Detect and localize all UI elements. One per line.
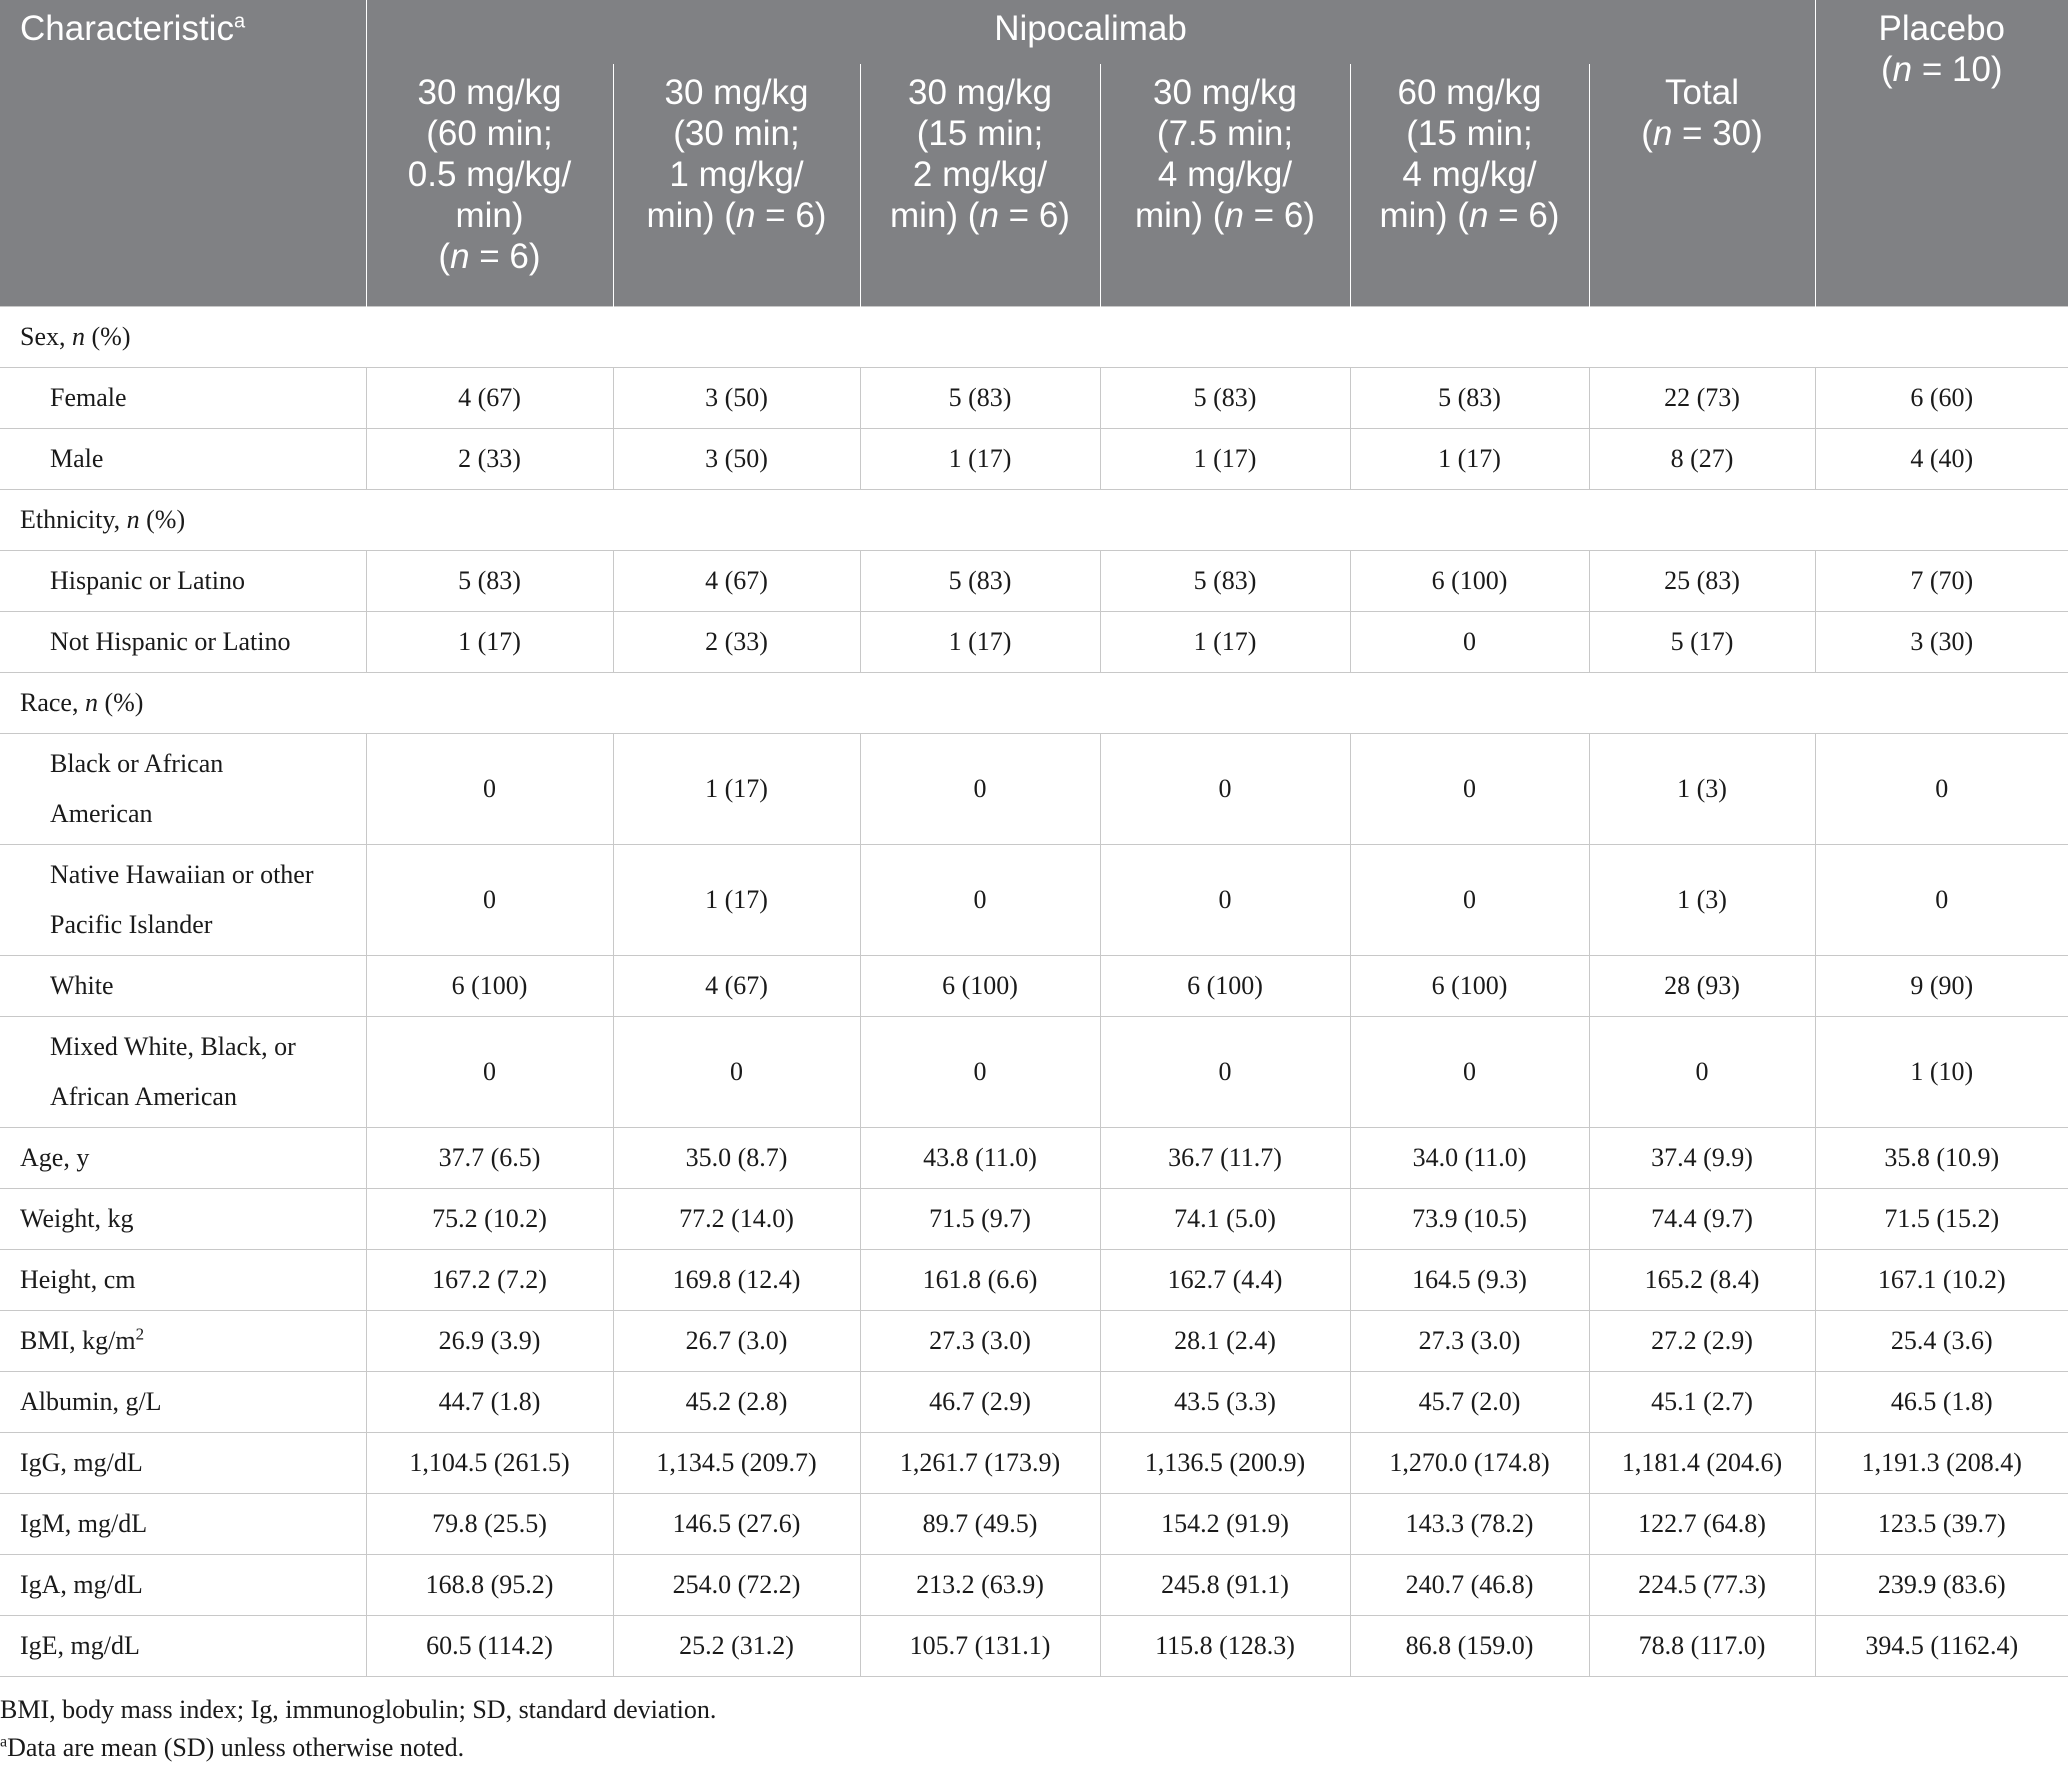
table-cell: 1,191.3 (208.4) [1815,1433,2068,1494]
table-cell: 1 (17) [1100,612,1350,673]
table-cell: 45.2 (2.8) [613,1372,860,1433]
table-cell: 89.7 (49.5) [860,1494,1100,1555]
table-cell: 3 (30) [1815,612,2068,673]
table-cell: 6 (100) [1350,551,1589,612]
table-cell: 1 (3) [1589,734,1815,845]
table-cell: 22 (73) [1589,368,1815,429]
table-cell: 1,270.0 (174.8) [1350,1433,1589,1494]
table-cell: 165.2 (8.4) [1589,1250,1815,1311]
table-cell: 0 [1100,1017,1350,1128]
table-cell: 0 [366,734,613,845]
table-row [0,734,2068,845]
table-cell: 146.5 (27.6) [613,1494,860,1555]
row-label: Not Hispanic or Latino [0,612,366,673]
row-label: Height, cm [0,1250,366,1311]
table-row [0,1555,2068,1616]
table-cell: 4 (40) [1815,429,2068,490]
table-cell: 5 (83) [860,551,1100,612]
table-cell: 43.8 (11.0) [860,1128,1100,1189]
table-cell: 6 (100) [366,956,613,1017]
table-cell: 3 (50) [613,429,860,490]
footnote-a: $^a$Data are mean (SD) unless otherwise noted. [0,1733,465,1762]
table-cell: 0 [1350,612,1589,673]
table-cell: 1,136.5 (200.9) [1100,1433,1350,1494]
row-label: Hispanic or Latino [0,551,366,612]
table-cell: 28.1 (2.4) [1100,1311,1350,1372]
table-cell: 35.0 (8.7) [613,1128,860,1189]
table-cell: 122.7 (64.8) [1589,1494,1815,1555]
table-cell: 71.5 (9.7) [860,1189,1100,1250]
table-row [0,845,2068,956]
table-cell: 77.2 (14.0) [613,1189,860,1250]
table-cell: 73.9 (10.5) [1350,1189,1589,1250]
table-cell: 1,181.4 (204.6) [1589,1433,1815,1494]
row-label: Native Hawaiian or other Pacific Islander [0,845,366,956]
table-row [0,1433,2068,1494]
table-row [0,429,2068,490]
group-header: 60 mg/kg (15 min; 4 mg/kg/ min) (n = 6) [1350,64,1589,307]
table-cell: 5 (83) [1350,368,1589,429]
table-cell: 5 (17) [1589,612,1815,673]
table-cell: 25.4 (3.6) [1815,1311,2068,1372]
table-row [0,956,2068,1017]
table-cell: 26.7 (3.0) [613,1311,860,1372]
total-header: Total (n = 30) [1589,64,1815,307]
table-cell: 36.7 (11.7) [1100,1128,1350,1189]
table-footnotes [0,1691,2068,1767]
table-cell: 43.5 (3.3) [1100,1372,1350,1433]
section-row-race [0,673,2068,734]
table-cell: 161.8 (6.6) [860,1250,1100,1311]
table-cell: 0 [860,734,1100,845]
table-cell: 25.2 (31.2) [613,1616,860,1677]
table-cell: 3 (50) [613,368,860,429]
table-cell: 1 (17) [613,845,860,956]
group-header: 30 mg/kg (30 min; 1 mg/kg/ min) (n = 6) [613,64,860,307]
section-label: Sex, n (%) [0,307,2068,368]
row-label: Male [0,429,366,490]
section-label: Race, n (%) [0,673,2068,734]
row-label: White [0,956,366,1017]
table-cell: 0 [1350,734,1589,845]
row-label: IgG, mg/dL [0,1433,366,1494]
table-cell: 239.9 (83.6) [1815,1555,2068,1616]
table-cell: 9 (90) [1815,956,2068,1017]
table-cell: 105.7 (131.1) [860,1616,1100,1677]
table-cell: 5 (83) [860,368,1100,429]
table-cell: 78.8 (117.0) [1589,1616,1815,1677]
table-row [0,551,2068,612]
table-cell: 0 [1100,845,1350,956]
table-cell: 4 (67) [366,368,613,429]
table-row [0,1372,2068,1433]
table-cell: 168.8 (95.2) [366,1555,613,1616]
table-cell: 71.5 (15.2) [1815,1189,2068,1250]
table-cell: 224.5 (77.3) [1589,1555,1815,1616]
table-cell: 1 (17) [1350,429,1589,490]
section-row-ethnicity [0,490,2068,551]
table-cell: 115.8 (128.3) [1100,1616,1350,1677]
row-label: Female [0,368,366,429]
table-cell: 27.2 (2.9) [1589,1311,1815,1372]
table-cell: 0 [1589,1017,1815,1128]
table-cell: 45.7 (2.0) [1350,1372,1589,1433]
table-cell: 74.1 (5.0) [1100,1189,1350,1250]
section-label: Ethnicity, n (%) [0,490,2068,551]
table-row [0,1616,2068,1677]
table-cell: 0 [613,1017,860,1128]
table-cell: 45.1 (2.7) [1589,1372,1815,1433]
table-cell: 28 (93) [1589,956,1815,1017]
table-cell: 5 (83) [366,551,613,612]
table-cell: 213.2 (63.9) [860,1555,1100,1616]
table-cell: 254.0 (72.2) [613,1555,860,1616]
abbreviations-note: BMI, body mass index; Ig, immunoglobulin; SD, standard deviation. [0,1695,717,1724]
table-cell: 2 (33) [366,429,613,490]
table-cell: 0 [1100,734,1350,845]
table-cell: 167.1 (10.2) [1815,1250,2068,1311]
table-cell: 35.8 (10.9) [1815,1128,2068,1189]
row-label: Mixed White, Black, or African American [0,1017,366,1128]
characteristic-header: Characteristic$^a$ [0,0,366,307]
table-cell: 0 [860,1017,1100,1128]
table-cell: 5 (83) [1100,368,1350,429]
table-cell: 143.3 (78.2) [1350,1494,1589,1555]
table-cell: 1,261.7 (173.9) [860,1433,1100,1494]
table-row [0,1311,2068,1372]
row-label: Weight, kg [0,1189,366,1250]
table-cell: 0 [1350,1017,1589,1128]
table-cell: 394.5 (1162.4) [1815,1616,2068,1677]
table-cell: 46.7 (2.9) [860,1372,1100,1433]
row-label: BMI, $kg/m^2$ [0,1311,366,1372]
table-cell: 1,134.5 (209.7) [613,1433,860,1494]
table-cell: 162.7 (4.4) [1100,1250,1350,1311]
table-cell: 25 (83) [1589,551,1815,612]
table-cell: 6 (60) [1815,368,2068,429]
nipocalimab-header: Nipocalimab [366,0,1815,64]
table-cell: 169.8 (12.4) [613,1250,860,1311]
table-cell: 1 (17) [860,612,1100,673]
table-cell: 4 (67) [613,956,860,1017]
row-label: IgE, mg/dL [0,1616,366,1677]
table-cell: 2 (33) [613,612,860,673]
table-cell: 1 (17) [1100,429,1350,490]
table-cell: 34.0 (11.0) [1350,1128,1589,1189]
table-cell: 154.2 (91.9) [1100,1494,1350,1555]
table-cell: 240.7 (46.8) [1350,1555,1589,1616]
table-cell: 8 (27) [1589,429,1815,490]
table-row [0,1017,2068,1128]
table-row [0,1494,2068,1555]
row-label: IgM, mg/dL [0,1494,366,1555]
table-cell: 37.4 (9.9) [1589,1128,1815,1189]
table-cell: 27.3 (3.0) [1350,1311,1589,1372]
row-label: Albumin, g/L [0,1372,366,1433]
row-label: Age, y [0,1128,366,1189]
header-row-top [0,0,2068,64]
table-cell: 1 (17) [613,734,860,845]
table-cell: 6 (100) [860,956,1100,1017]
table-cell: 79.8 (25.5) [366,1494,613,1555]
table-cell: 4 (67) [613,551,860,612]
table-cell: 7 (70) [1815,551,2068,612]
table-row [0,1250,2068,1311]
placebo-header: Placebo (n = 10) [1815,0,2068,307]
table-cell: 37.7 (6.5) [366,1128,613,1189]
section-row-sex [0,307,2068,368]
table-cell: 1 (17) [860,429,1100,490]
table-row [0,1189,2068,1250]
table-cell: 44.7 (1.8) [366,1372,613,1433]
table-cell: 74.4 (9.7) [1589,1189,1815,1250]
table-cell: 0 [1815,734,2068,845]
table-cell: 86.8 (159.0) [1350,1616,1589,1677]
table-cell: 167.2 (7.2) [366,1250,613,1311]
table-cell: 245.8 (91.1) [1100,1555,1350,1616]
table-cell: 1 (3) [1589,845,1815,956]
table-cell: 0 [366,845,613,956]
group-header: 30 mg/kg (60 min; 0.5 mg/kg/ min) (n = 6) [366,64,613,307]
table-cell: 1 (10) [1815,1017,2068,1128]
table-cell: 27.3 (3.0) [860,1311,1100,1372]
table-cell: 5 (83) [1100,551,1350,612]
row-label: Black or African American [0,734,366,845]
table-cell: 1,104.5 (261.5) [366,1433,613,1494]
table-cell: 1 (17) [366,612,613,673]
table-cell: 0 [860,845,1100,956]
table-cell: 75.2 (10.2) [366,1189,613,1250]
table-cell: 123.5 (39.7) [1815,1494,2068,1555]
table-cell: 26.9 (3.9) [366,1311,613,1372]
table-cell: 0 [1815,845,2068,956]
group-header: 30 mg/kg (15 min; 2 mg/kg/ min) (n = 6) [860,64,1100,307]
row-label: IgA, mg/dL [0,1555,366,1616]
table-cell: 164.5 (9.3) [1350,1250,1589,1311]
group-header: 30 mg/kg (7.5 min; 4 mg/kg/ min) (n = 6) [1100,64,1350,307]
table-row [0,1128,2068,1189]
table-cell: 0 [1350,845,1589,956]
table-cell: 6 (100) [1100,956,1350,1017]
table-cell: 60.5 (114.2) [366,1616,613,1677]
table-row [0,368,2068,429]
table-cell: 6 (100) [1350,956,1589,1017]
table-cell: 46.5 (1.8) [1815,1372,2068,1433]
table-row [0,612,2068,673]
table-cell: 0 [366,1017,613,1128]
